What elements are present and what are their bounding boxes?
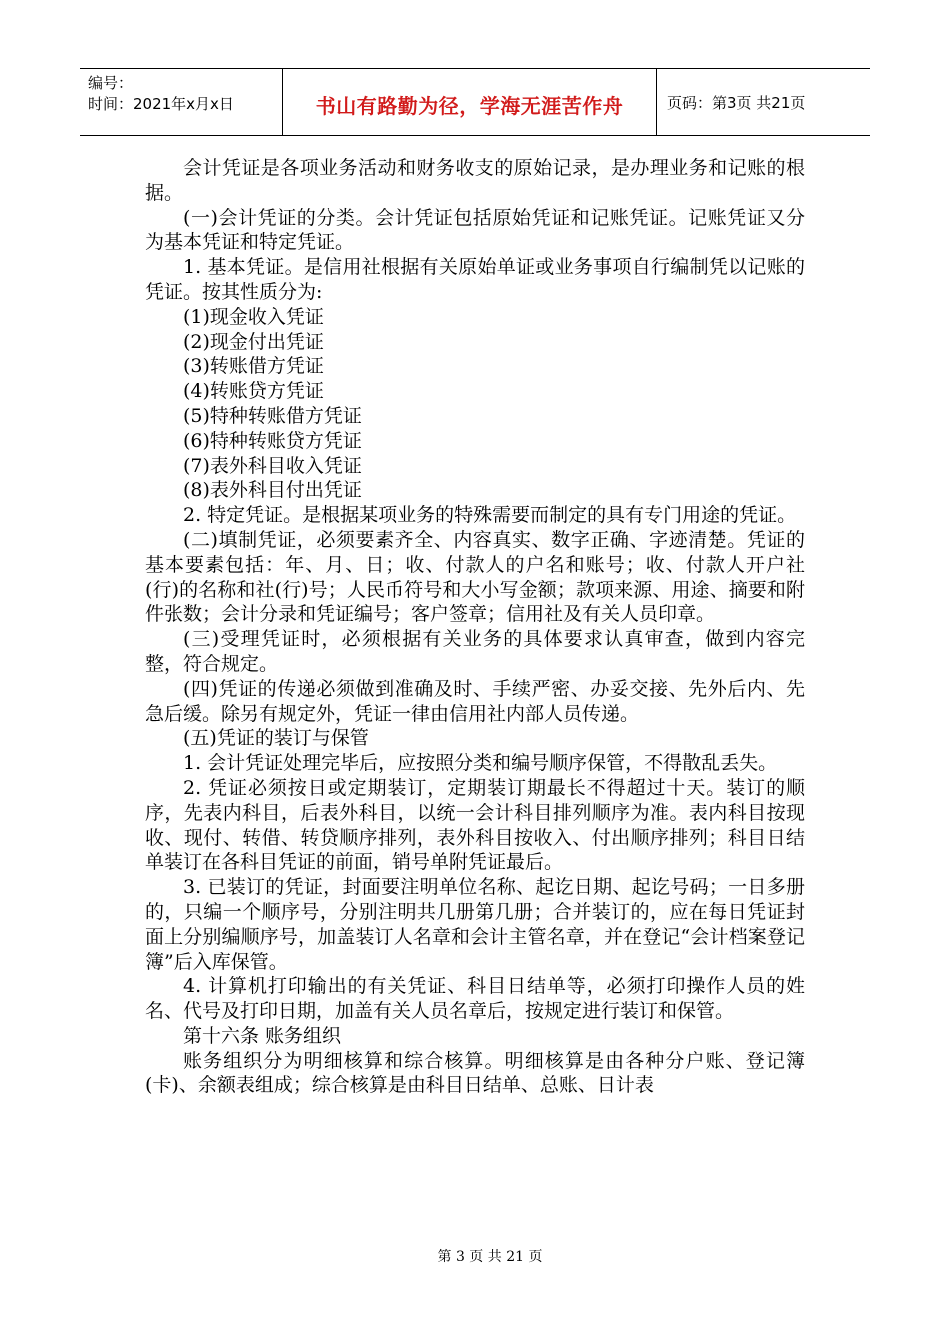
paragraph: 3. 已装订的凭证，封面要注明单位名称、起讫日期、起讫号码；一日多册的，只编一个顺序号，分别注明共几册第几册；合并装订的，应在每日凭证封面上分别编顺序号，加盖装订人名章和会计主管名章，并在登记“会计档案登记簿”后入库保管。 (145, 876, 805, 973)
paragraph: (一)会计凭证的分类。会计凭证包括原始凭证和记账凭证。记账凭证又分为基本凭证和特定凭证。 (145, 206, 805, 254)
paragraph: 2. 特定凭证。是根据某项业务的特殊需要而制定的具有专门用途的凭证。 (183, 504, 797, 527)
paragraph: 2. 凭证必须按日或定期装订，定期装订期最长不得超过十天。装订的顺序，先表内科目，后表外科目，以统一会计科目排列顺序为准。表内科目按现收、现付、转借、转贷顺序排列，表外科目按收入、付出顺序排列；科目日结单装订在各科目凭证的前面，销号单附凭证最后。 (145, 776, 805, 874)
footer-page-number: 第 3 页 共 21 页 (437, 1249, 543, 1265)
list-item: (3)转账借方凭证 (183, 355, 324, 378)
document-number-label: 编号： (88, 74, 134, 92)
list-item: (4)转账贷方凭证 (183, 380, 324, 403)
document-date-label: 时间：2021年x月x日 (88, 95, 234, 113)
page-footer (0, 1246, 950, 1266)
paragraph: (四)凭证的传递必须做到准确及时、手续严密、办妥交接、先外后内、先急后缓。除另有规定外，凭证一律由信用社内部人员传递。 (145, 677, 805, 725)
paragraph: 1. 基本凭证。是信用社根据有关原始单证或业务事项自行编制凭以记账的凭证。按其性质分为: (145, 256, 805, 303)
paragraph: 1. 会计凭证处理完毕后，应按照分类和编号顺序保管，不得散乱丢失。 (183, 752, 778, 775)
header-motto-cell (283, 69, 657, 135)
header-page-cell (657, 69, 870, 135)
paragraph: 会计凭证是各项业务活动和财务收支的原始记录，是办理业务和记账的根据。 (145, 157, 805, 204)
header-page-number: 页码：第3页 共21页 (667, 93, 806, 112)
paragraph: (五)凭证的装订与保管 (183, 727, 369, 750)
list-item: (5)特种转账借方凭证 (183, 404, 362, 427)
document-body (145, 156, 805, 1098)
list-item: (6)特种转账贷方凭证 (183, 429, 362, 452)
paragraph: 账务组织分为明细核算和综合核算。明细核算是由各种分户账、登记簿(卡)、余额表组成；综合核算是由科目日结单、总账、日计表 (145, 1049, 805, 1097)
list-item: (1)现金收入凭证 (183, 305, 324, 328)
section-heading: 第十六条 账务组织 (183, 1024, 342, 1047)
paragraph: 4. 计算机打印输出的有关凭证、科目日结单等，必须打印操作人员的姓名、代号及打印日期，加盖有关人员名章后，按规定进行装订和保管。 (145, 975, 805, 1023)
header-info-cell (80, 69, 283, 135)
paragraph: (三)受理凭证时，必须根据有关业务的具体要求认真审查，做到内容完整，符合规定。 (145, 628, 805, 675)
list-item: (7)表外科目收入凭证 (183, 454, 362, 477)
paragraph: (二)填制凭证，必须要素齐全、内容真实、数字正确、字迹清楚。凭证的基本要素包括：年、月、日；收、付款人的户名和账号；收、付款人开户社(行)的名称和社(行)号；人民币符号和大小写金额；款项来源、用途、摘要和附件张数；会计分录和凭证编号；客户签章；信用社及有关人员印章。 (145, 528, 805, 626)
list-item: (2)现金付出凭证 (183, 330, 324, 353)
list-item: (8)表外科目付出凭证 (183, 479, 362, 502)
header-motto: 书山有路勤为径，学海无涯苦作舟 (315, 93, 624, 118)
page-header (80, 68, 870, 136)
